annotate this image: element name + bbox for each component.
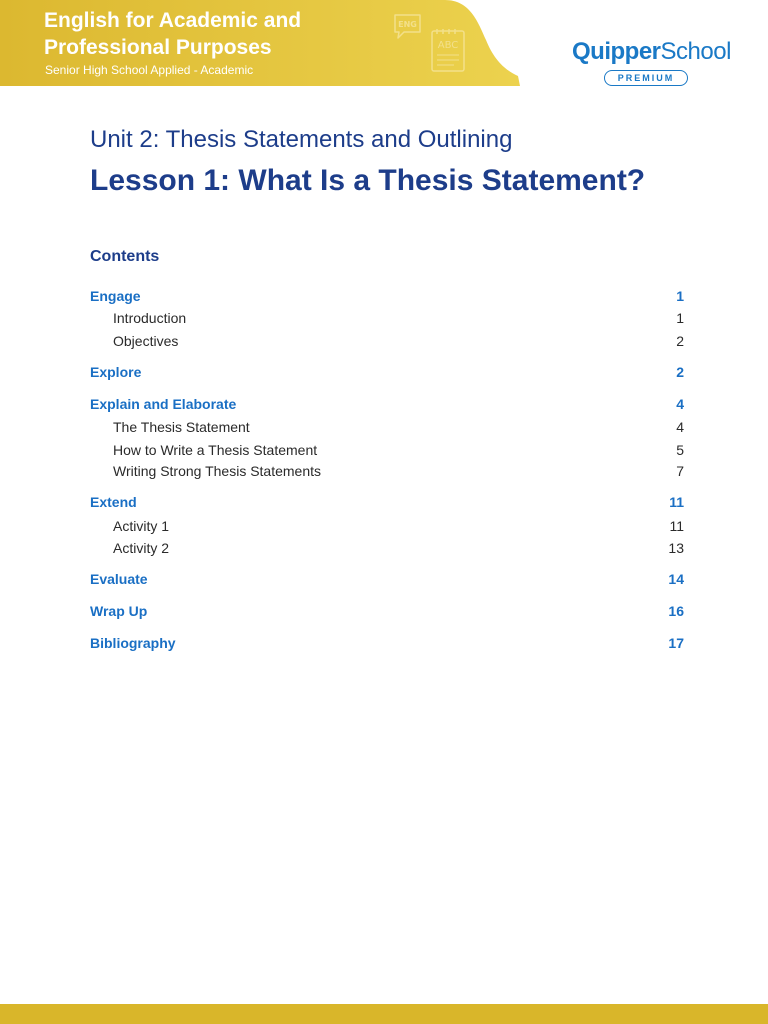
toc-entry-label: Evaluate [90,571,148,587]
contents-heading: Contents [90,248,160,265]
footer-bar [0,1004,768,1024]
lesson-title: Lesson 1: What Is a Thesis Statement? [90,164,646,197]
logo-brand-bold: Quipper [572,38,661,65]
toc-entry-page: 13 [668,540,684,556]
toc-entry-page: 11 [669,518,684,534]
toc-entry-extend[interactable] [90,492,684,512]
toc-entry-page: 1 [676,310,684,326]
toc-entry-explain-and-elaborate[interactable] [90,394,684,414]
toc-entry-how-to-write[interactable] [90,440,684,460]
premium-badge: PREMIUM [604,70,688,86]
logo-brand-regular: School [660,38,731,65]
unit-title: Unit 2: Thesis Statements and Outlining [90,126,513,153]
toc-entry-bibliography[interactable] [90,633,684,653]
toc-entry-label: Introduction [113,310,187,326]
toc-entry-the-thesis-statement[interactable] [90,417,684,437]
toc-entry-page: 7 [676,463,684,479]
toc-entry-introduction[interactable] [90,308,684,328]
toc-entry-page: 16 [668,603,684,619]
toc-entry-writing-strong[interactable] [90,461,684,481]
svg-text:ABC: ABC [437,40,459,51]
toc-entry-page: 5 [676,442,684,458]
toc-entry-page: 11 [669,494,684,510]
quipper-school-logo [572,38,731,83]
toc-entry-page: 4 [676,419,684,435]
toc-entry-page: 14 [668,571,684,587]
course-subtitle: Senior High School Applied - Academic [45,63,254,77]
toc-entry-label: Explore [90,364,142,380]
toc-entry-activity-2[interactable] [90,538,684,558]
toc-entry-label: Explain and Elaborate [90,396,237,412]
toc-entry-label: How to Write a Thesis Statement [113,442,318,458]
toc-entry-engage[interactable] [90,286,684,306]
toc-entry-page: 2 [676,333,684,349]
toc-entry-label: Bibliography [90,635,176,651]
course-title [44,7,344,61]
toc-entry-page: 1 [676,288,684,304]
course-title-line2: Professional Purposes [44,36,272,59]
toc-entry-page: 2 [676,364,684,380]
toc-entry-label: Extend [90,494,137,510]
toc-entry-activity-1[interactable] [90,516,684,536]
svg-text:ENG: ENG [398,20,417,29]
toc-entry-page: 17 [668,635,684,651]
toc-entry-label: Wrap Up [90,603,148,619]
toc-entry-evaluate[interactable] [90,569,684,589]
toc-entry-label: Writing Strong Thesis Statements [113,463,322,479]
header-banner [0,0,520,86]
toc-entry-objectives[interactable] [90,331,684,351]
toc-entry-label: Activity 1 [113,518,170,534]
toc-entry-wrap-up[interactable] [90,601,684,621]
toc-entry-label: Objectives [113,333,179,349]
toc-entry-label: Activity 2 [113,540,170,556]
logo-wordmark [572,38,731,66]
toc-entry-label: The Thesis Statement [113,419,250,435]
course-title-line1: English for Academic and [44,9,302,32]
toc-entry-explore[interactable] [90,362,684,382]
toc-entry-page: 4 [676,396,684,412]
toc-entry-label: Engage [90,288,141,304]
